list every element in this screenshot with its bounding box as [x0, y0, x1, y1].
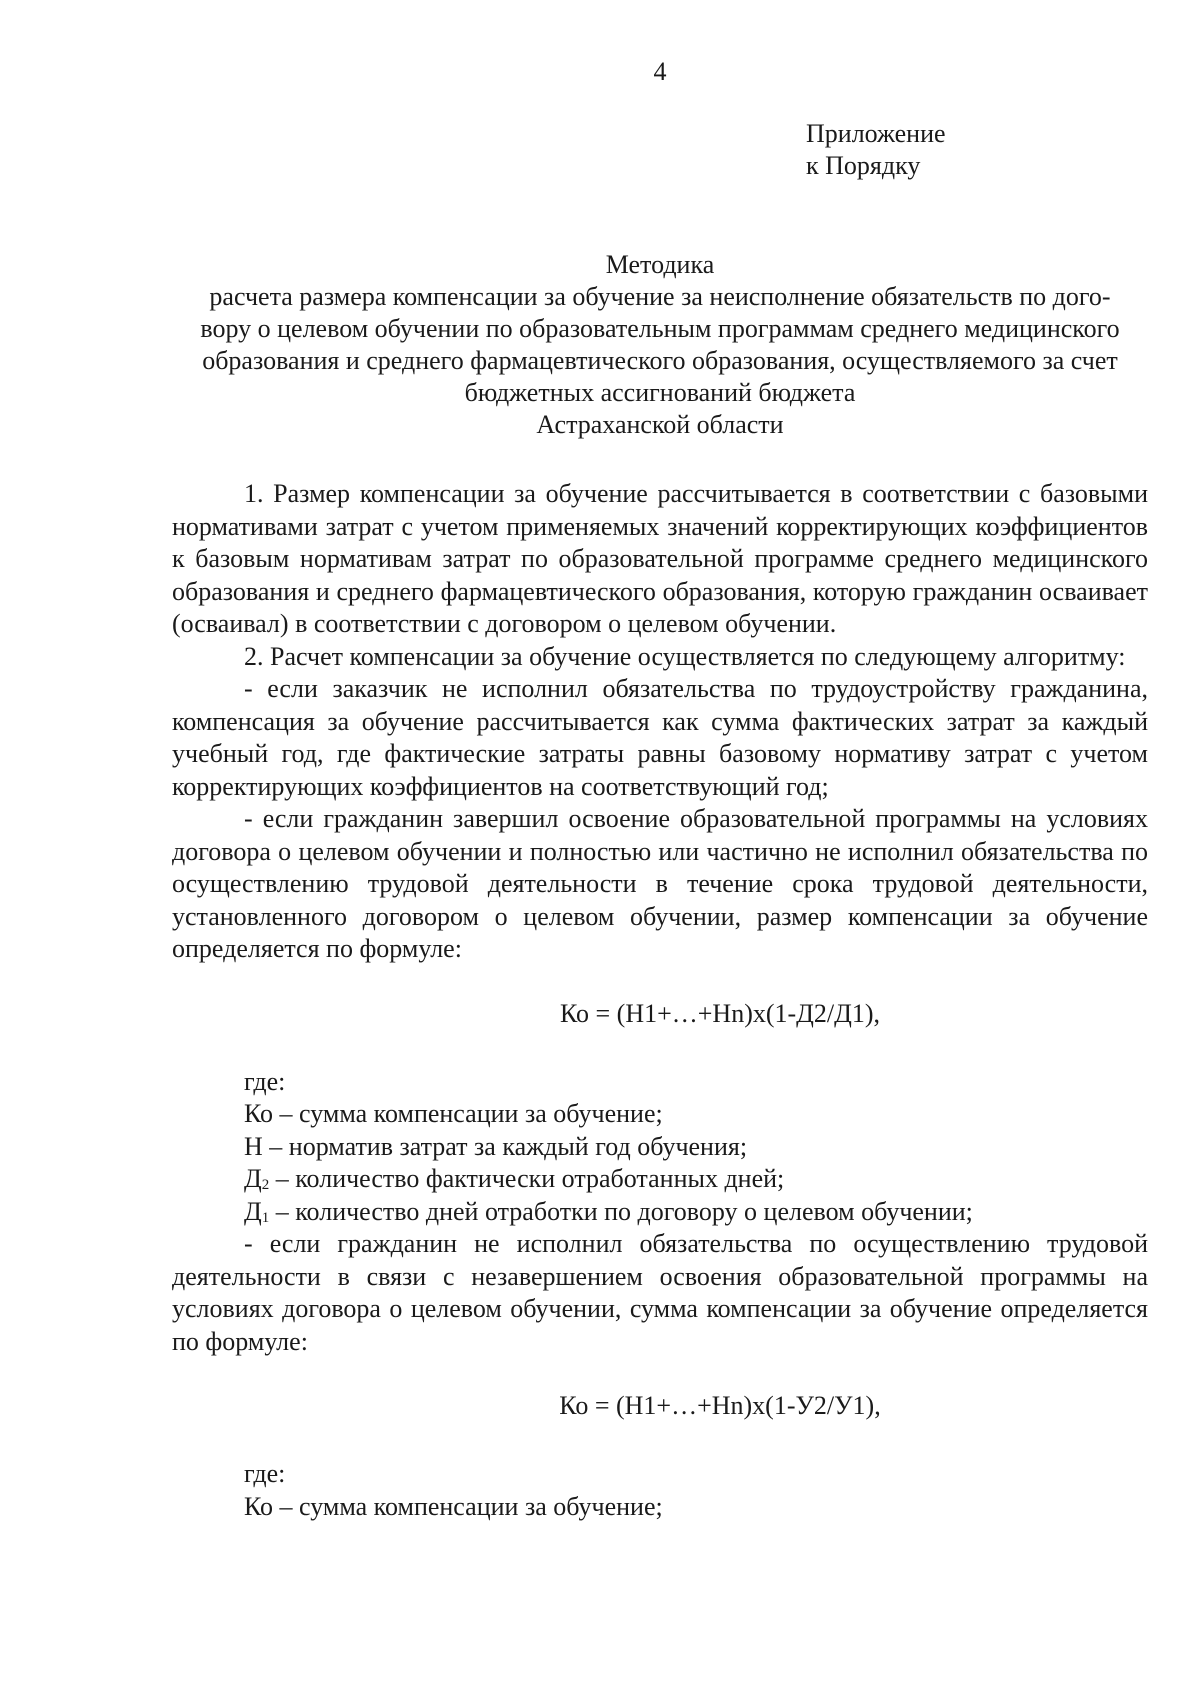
appendix-header — [806, 118, 1106, 182]
d2-text: – количество фактически отработанных дней; — [269, 1164, 785, 1193]
d1-subscript: 1 — [261, 1209, 270, 1226]
title-line-3: образования и среднего фармацевтического образования, осуществляемого за счет — [202, 346, 1118, 375]
d1-letter: Д — [244, 1196, 262, 1226]
title-line-2: вору о целевом обучении по образовательным программам среднего медицинского — [200, 314, 1120, 343]
legend-2-ko: Ко – сумма компенсации за обучение; — [244, 1491, 663, 1521]
title-line-5: Астраханской области — [536, 410, 784, 439]
legend-1-d1 — [172, 1196, 1148, 1229]
paragraph-5: - если гражданин не исполнил обязательства по осуществлению трудовой деятельности в связи с незавершением освоения образовательной программы на условиях договора о целевом обучении, сумма компенсации за обучение определяется по формуле: — [172, 1229, 1148, 1356]
paragraph-4: - если гражданин завершил освоение образовательной программы на условиях договора о целевом обучении и полностью или частично не исполнил обязательства по осуществлению трудовой деятельности в течение срока трудовой деятельности, установленного договором о целевом обучении, размер компенсации за обучение определяется по формуле: — [172, 804, 1148, 963]
d2-subscript: 2 — [261, 1177, 270, 1193]
legend-1-where: где: — [244, 1066, 286, 1096]
title-line-4: бюджетных ассигнований бюджета — [464, 378, 856, 407]
formula-2: Ко = (Н1+…+Нn)х(1-У2/У1), — [559, 1391, 881, 1420]
legend-2-where: где: — [244, 1459, 286, 1488]
title-line-1: расчета размера компенсации за обучение за неисполнение обязательств по дого- — [209, 282, 1111, 311]
appendix-line-2: к Порядку — [806, 151, 921, 180]
document-body — [172, 478, 1148, 1523]
legend-1-ko: Ко – сумма компенсации за обучение; — [244, 1099, 663, 1128]
appendix-line-1: Приложение — [806, 119, 946, 148]
legend-1-d2 — [172, 1163, 1148, 1196]
d1-text: – количество дней отработки по договору о целевом обучении; — [269, 1196, 973, 1226]
legend-1-n: Н – норматив затрат за каждый год обучения; — [244, 1131, 748, 1161]
formula-1: Ко = (Н1+…+Нn)х(1-Д2/Д1), — [559, 998, 881, 1028]
paragraph-1: 1. Размер компенсации за обучение рассчитывается в соответствии с базовыми нормативами затрат с учетом применяемых значений корректирующих коэффициентов к базовым нормативам затрат по образовательной программе среднего медицинского образования и среднего фармацевтического образования, которую гражданин осваивает (осваивал) в соответствии с договором о целевом обучении. — [172, 479, 1148, 638]
document-title — [172, 249, 1148, 441]
d2-letter: Д — [244, 1164, 262, 1193]
paragraph-2: 2. Расчет компенсации за обучение осуществляется по следующему алгоритму: — [244, 641, 1126, 671]
title-heading: Методика — [605, 250, 715, 279]
paragraph-3: - если заказчик не исполнил обязательства по трудоустройству гражданина, компенсация за обучение рассчитывается как сумма фактических затрат за каждый учебный год, где фактические затраты равны базовому нормативу затрат с учетом корректирующих коэффициентов на соответствующий год; — [172, 674, 1148, 801]
page-number: 4 — [653, 57, 667, 86]
